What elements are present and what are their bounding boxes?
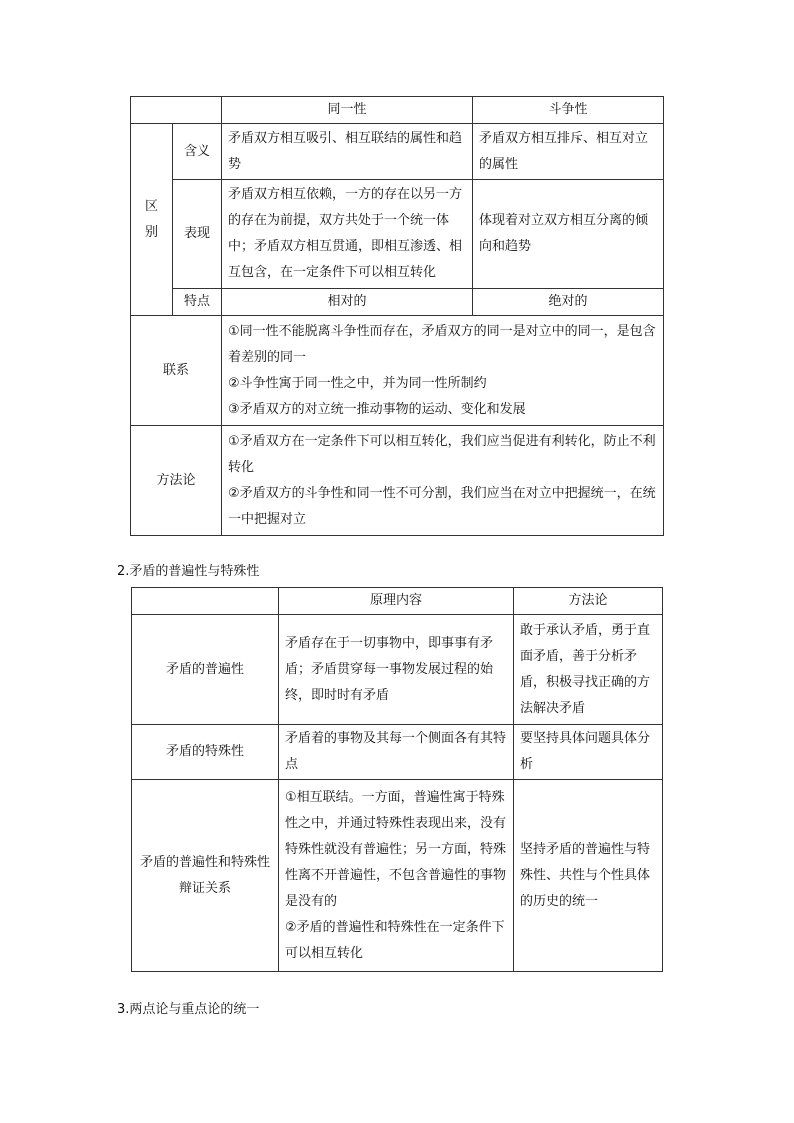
distinction-label [131, 124, 173, 316]
distinction-label-char: 区 [144, 198, 158, 214]
methodology-label: 方法论 [131, 426, 222, 536]
dialectical-relation-line: ②矛盾的普遍性和特殊性在一定条件下可以相互转化 [285, 919, 505, 961]
dialectical-relation-line: ①相互联结。一方面，普遍性寓于特殊性之中，并通过特殊性表现出来，没有特殊性就没有普遍性；另一方面，特殊性离不开普遍性，不包含普遍性的事物是没有的 [285, 789, 507, 909]
particularity-method: 要坚持具体问题具体分析 [514, 725, 663, 780]
dialectical-relation-content [279, 780, 514, 972]
table-row [131, 426, 664, 536]
connection-label: 联系 [131, 316, 222, 426]
row-label-universality: 矛盾的普遍性 [132, 615, 279, 725]
identity-struggle-table [130, 96, 664, 536]
table-row [132, 615, 663, 725]
universality-content: 矛盾存在于一切事物中，即事事有矛盾；矛盾贯穿每一事物发展过程的始终，即时时有矛盾 [279, 615, 514, 725]
column-header-identity: 同一性 [222, 97, 473, 124]
connection-line: ②斗争性寓于同一性之中，并为同一性所制约 [228, 375, 487, 391]
identity-feature: 相对的 [222, 289, 473, 316]
connection-line: ③矛盾双方的对立统一推动事物的运动、变化和发展 [228, 401, 526, 417]
struggle-manifestation: 体现着对立双方相互分离的倾向和趋势 [473, 180, 664, 289]
distinction-label-char: 别 [144, 224, 158, 240]
row-label-manifestation: 表现 [173, 180, 222, 289]
struggle-meaning: 矛盾双方相互排斥、相互对立的属性 [473, 124, 664, 180]
connection-line: ①同一性不能脱离斗争性而存在，矛盾双方的同一是对立中的同一，是包含着差别的同一 [228, 323, 656, 365]
section-heading-two-points: 3.两点论与重点论的统一 [117, 1002, 260, 1017]
table-row [132, 780, 663, 972]
table-row [132, 588, 663, 615]
table-row [131, 124, 664, 180]
methodology-line: ①矛盾双方在一定条件下可以相互转化，我们应当促进有利转化，防止不利转化 [228, 433, 656, 475]
methodology-line: ②矛盾双方的斗争性和同一性不可分割，我们应当在对立中把握统一，在统一中把握对立 [228, 485, 656, 527]
row-label-feature: 特点 [173, 289, 222, 316]
universality-particularity-table [131, 587, 663, 972]
column-header-struggle: 斗争性 [473, 97, 664, 124]
identity-manifestation: 矛盾双方相互依赖，一方的存在以另一方的存在为前提，双方共处于一个统一体中；矛盾双方相互贯通，即相互渗透、相互包含，在一定条件下可以相互转化 [222, 180, 473, 289]
struggle-feature: 绝对的 [473, 289, 664, 316]
row-label-meaning: 含义 [173, 124, 222, 180]
table-corner-cell [131, 97, 222, 124]
section-heading-universality: 2.矛盾的普遍性与特殊性 [117, 564, 260, 579]
methodology-content [222, 426, 664, 536]
row-label-dialectical-relation: 矛盾的普遍性和特殊性辩证关系 [132, 780, 279, 972]
table-row [131, 316, 664, 426]
table-corner-cell [132, 588, 279, 615]
dialectical-relation-method: 坚持矛盾的普遍性与特殊性、共性与个性具体的历史的统一 [514, 780, 663, 972]
table-row [132, 725, 663, 780]
column-header-methodology: 方法论 [514, 588, 663, 615]
universality-method: 敢于承认矛盾，勇于直面矛盾，善于分析矛盾，积极寻找正确的方法解决矛盾 [514, 615, 663, 725]
table-row [131, 289, 664, 316]
particularity-content: 矛盾着的事物及其每一个侧面各有其特点 [279, 725, 514, 780]
column-header-principle: 原理内容 [279, 588, 514, 615]
row-label-particularity: 矛盾的特殊性 [132, 725, 279, 780]
identity-meaning: 矛盾双方相互吸引、相互联结的属性和趋势 [222, 124, 473, 180]
table-row [131, 180, 664, 289]
connection-content [222, 316, 664, 426]
table-row [131, 97, 664, 124]
